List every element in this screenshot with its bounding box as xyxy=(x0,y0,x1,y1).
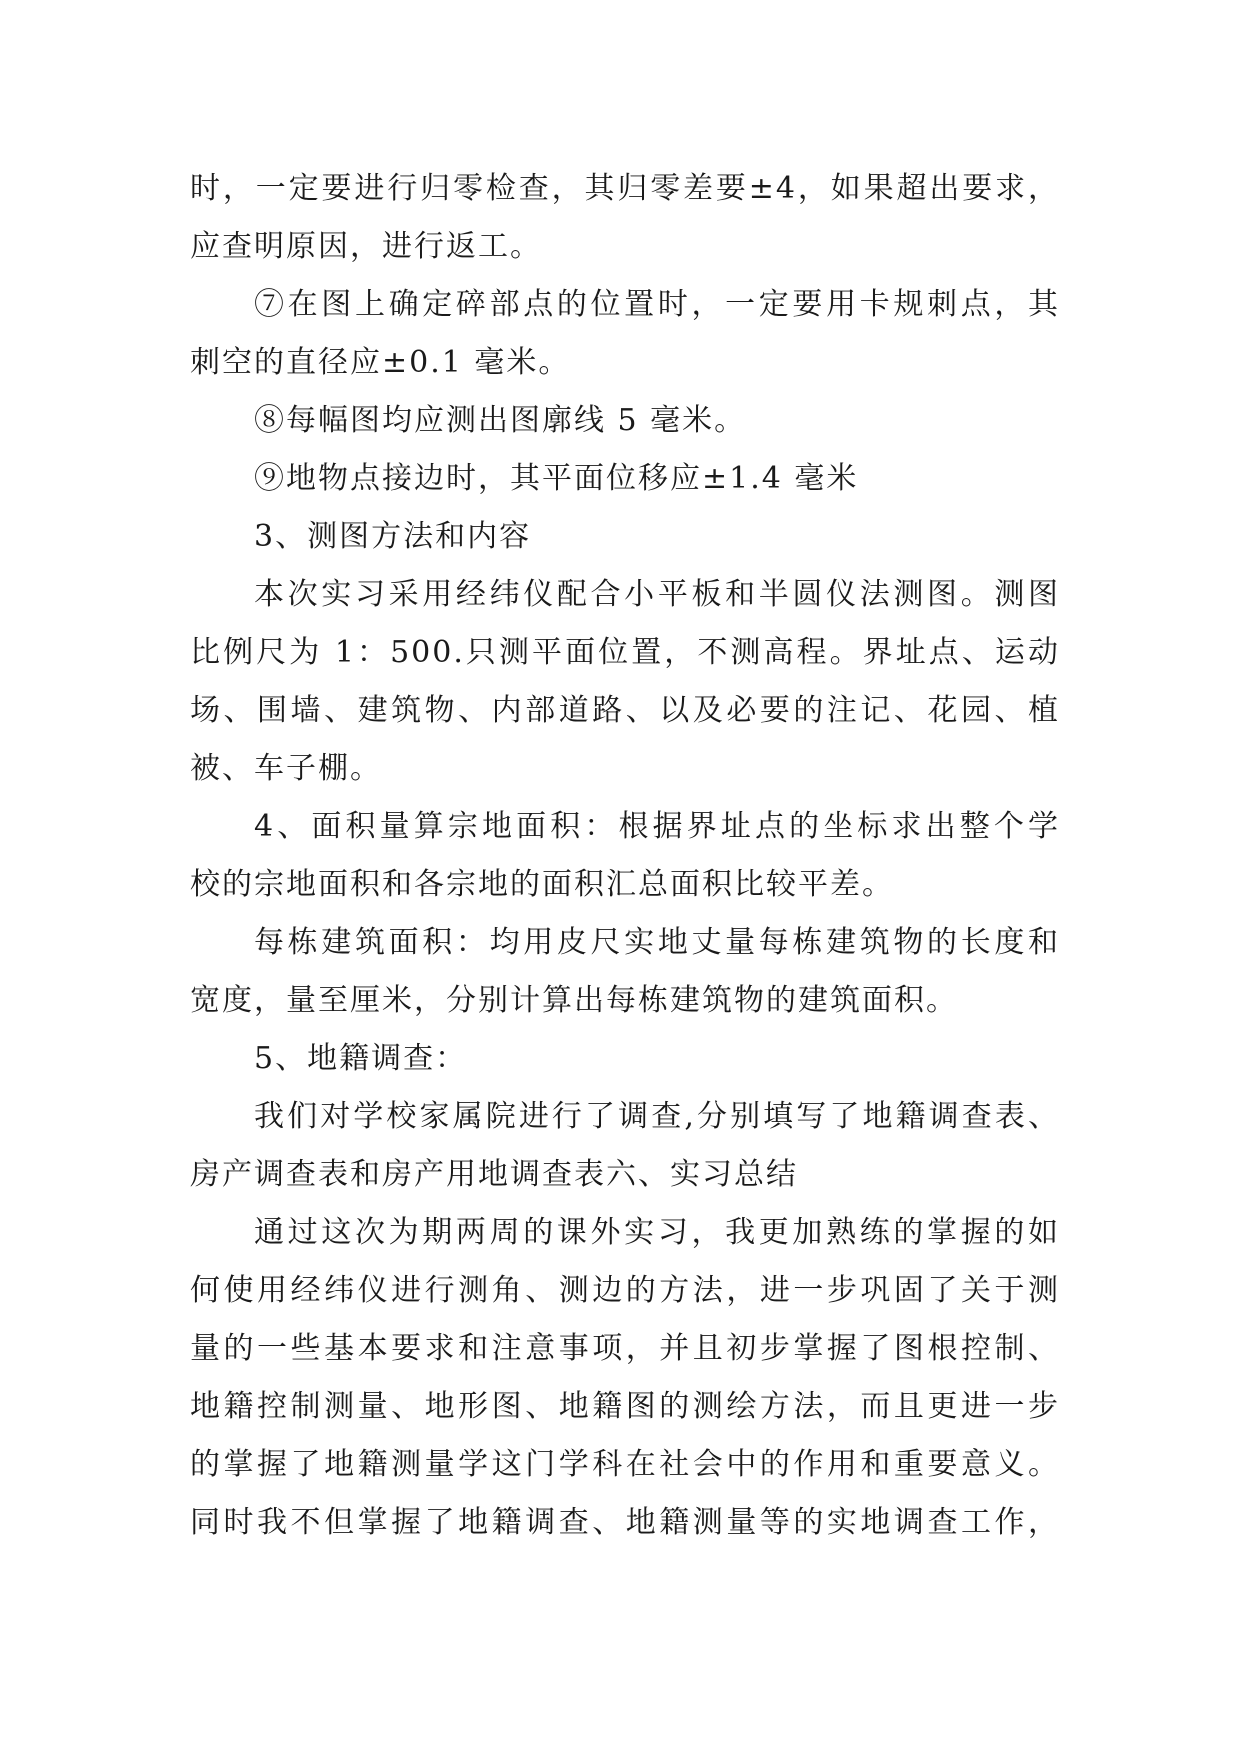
section-heading-3: 3、测图方法和内容 xyxy=(254,519,532,554)
text-line-11: 被、车子棚。 xyxy=(190,751,382,786)
text-line-18: 房产调查表和房产用地调查表六、实习总结 xyxy=(190,1157,798,1192)
text-line-19: 通过这次为期两周的课外实习，我更加熟练的掌握的如 xyxy=(254,1215,1060,1250)
document-body xyxy=(190,160,1060,1552)
text-line-21: 量的一些基本要求和注意事项，并且初步掌握了图根控制、 xyxy=(190,1331,1060,1366)
text-line-15: 宽度，量至厘米，分别计算出每栋建筑物的建筑面积。 xyxy=(190,983,958,1018)
text-line-14: 每栋建筑面积：均用皮尺实地丈量每栋建筑物的长度和 xyxy=(254,925,1060,960)
text-line-17: 我们对学校家属院进行了调查,分别填写了地籍调查表、 xyxy=(254,1099,1060,1134)
section-heading-4: 4、面积量算宗地面积：根据界址点的坐标求出整个学 xyxy=(254,809,1060,844)
text-line-13: 校的宗地面积和各宗地的面积汇总面积比较平差。 xyxy=(190,867,894,902)
text-line-2: 应查明原因，进行返工。 xyxy=(190,229,542,264)
text-line-9: 比例尺为 1：500.只测平面位置，不测高程。界址点、运动 xyxy=(190,635,1060,670)
text-line-22: 地籍控制测量、地形图、地籍图的测绘方法，而且更进一步 xyxy=(190,1389,1060,1424)
section-heading-5: 5、地籍调查： xyxy=(254,1041,468,1076)
text-line-24: 同时我不但掌握了地籍调查、地籍测量等的实地调查工作， xyxy=(190,1505,1060,1540)
text-line-6: ⑨地物点接边时，其平面位移应±1.4 毫米 xyxy=(254,461,859,496)
text-line-10: 场、围墙、建筑物、内部道路、以及必要的注记、花园、植 xyxy=(190,693,1060,728)
text-line-5: ⑧每幅图均应测出图廓线 5 毫米。 xyxy=(254,403,747,438)
text-line-3: ⑦在图上确定碎部点的位置时，一定要用卡规刺点，其 xyxy=(254,287,1060,322)
text-line-8: 本次实习采用经纬仪配合小平板和半圆仪法测图。测图 xyxy=(254,577,1060,612)
text-line-1: 时，一定要进行归零检查，其归零差要±4，如果超出要求， xyxy=(190,171,1060,206)
text-line-23: 的掌握了地籍测量学这门学科在社会中的作用和重要意义。 xyxy=(190,1447,1060,1482)
text-line-4: 刺空的直径应±0.1 毫米。 xyxy=(190,345,571,380)
text-line-20: 何使用经纬仪进行测角、测边的方法，进一步巩固了关于测 xyxy=(190,1273,1060,1308)
